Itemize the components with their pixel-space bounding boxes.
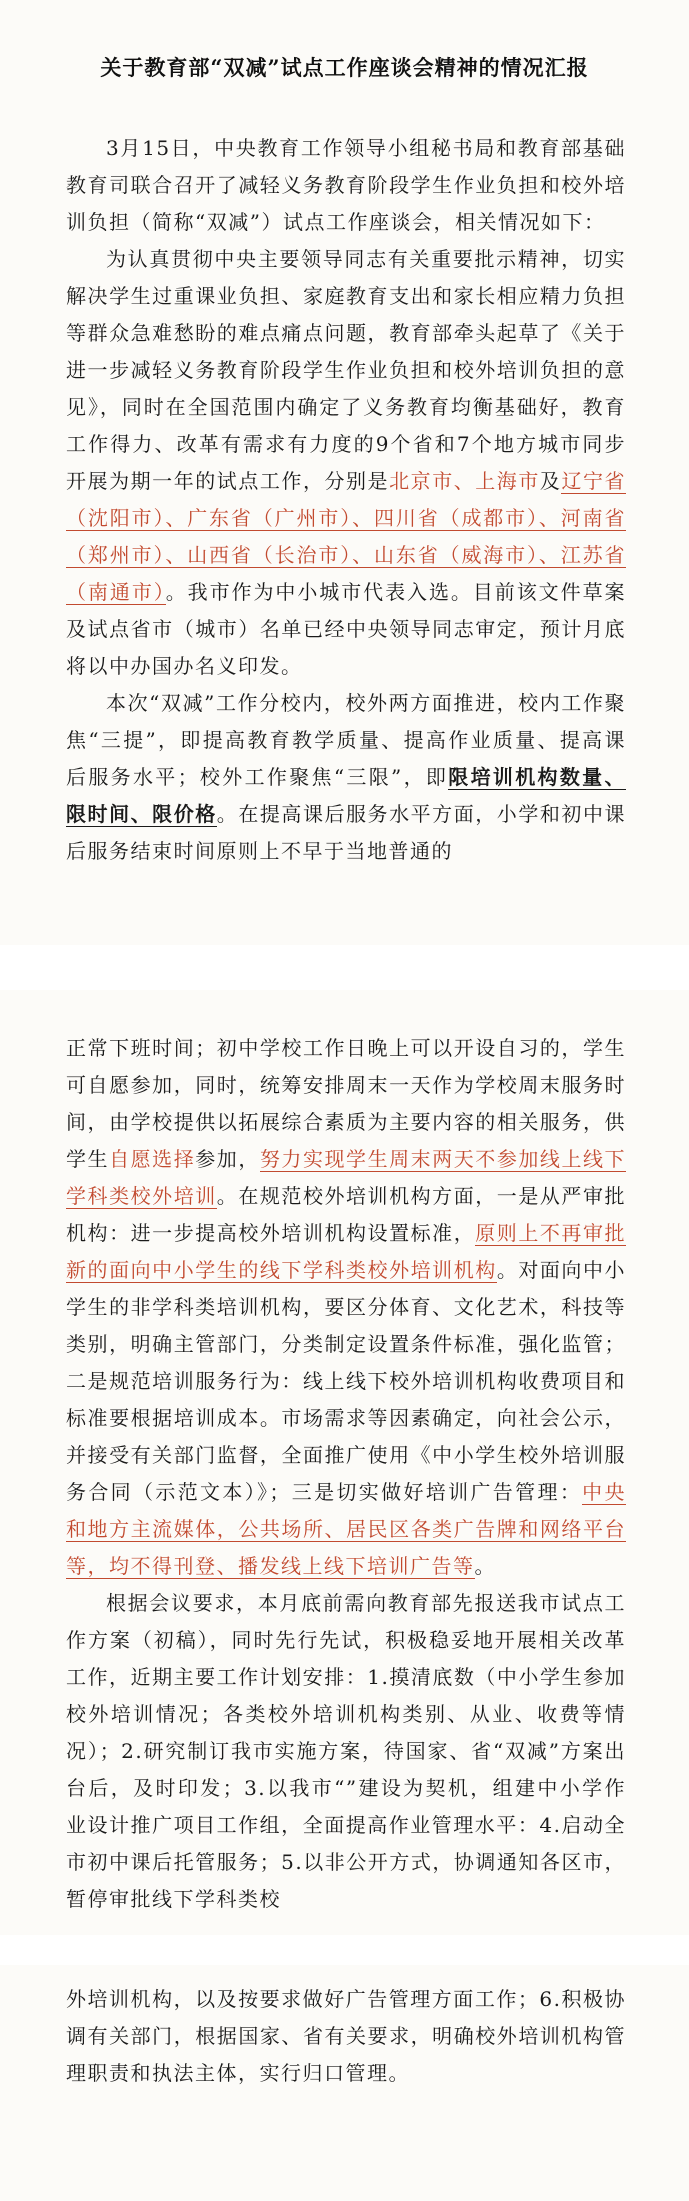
paragraph-background-text: 为认真贯彻中央主要领导同志有关重要批示精神，切实解决学生过重课业负担、家庭教育支出和家长相应精力负担等群众急难愁盼的难点痛点问题，教育部牵头起草了《关于进一步减轻义务教育阶段学生作业负担和校外培训负担的意见》，同时在全国范围内确定了义务教育均衡基础好，教育工作得力、改革有需求有力度的9个省和7个地方城市同步开展为期一年的试点工作，分别是 [66, 247, 626, 493]
measures-text-g: 。 [474, 1554, 496, 1578]
measures-text-e: 。在规范校外培训机构方面，一是从严审批机构：进一步提高校外培训机构设置标准， [66, 1184, 627, 1245]
paragraph-work-plan: 根据会议要求，本月底前需向教育部先报送我市试点工作方案（初稿），同时先行先试，积极稳妥地开展相关改革工作，近期主要工作计划安排：1.摸清底数（中小学生参加校外培训情况；各类校外培训机构类别、从业、收费等情况）；2.研究制订我市实施方案，待国家、省“双减”方案出台后，及时印发；3.以我市“”建设为契机，组建中小学作业设计推广项目工作组，全面提高作业管理水平：4.启动全市初中课后托管服务；5.以非公开方式，协调通知各区市，暂停审批线下学科类校 [66, 1591, 626, 1911]
page-2-body [66, 1030, 626, 1918]
paragraph-background [66, 241, 626, 685]
paragraph-intro: 3月15日，中央教育工作领导小组秘书局和教育部基础教育司联合召开了减轻义务教育阶段学生作业负担和校外培训负担（简称“双减”）试点工作座谈会，相关情况如下： [66, 136, 626, 234]
paragraph-background-tail: 。我市作为中小城市代表入选。目前该文件草案及试点省市（城市）名单已经中央领导同志审定，预计月底将以中办国办名义印发。 [66, 580, 627, 678]
paragraph-measures [66, 685, 626, 870]
conjunction-text: 及 [539, 469, 562, 493]
no-new-approval-highlight: 原则上不再审批新的面向中小学生的线下学科类校外培训机构 [66, 1221, 627, 1282]
three-limits-highlight: 限培训机构数量、限时间、限价格 [66, 765, 627, 826]
paragraph-work-plan-continued: 外培训机构，以及按要求做好广告管理方面工作；6.积极协调有关部门，根据国家、省有关要求，明确校外培训机构管理职责和执法主体，实行归口管理。 [66, 1987, 626, 2085]
paragraph-measures-continued [66, 1030, 626, 1585]
paragraph-measures-text: 本次“双减”工作分校内，校外两方面推进，校内工作聚焦“三提”，即提高教育教学质量、提高作业质量、提高课后服务水平；校外工作聚焦“三限”，即 [66, 691, 626, 789]
page-3-body [66, 1981, 626, 2092]
pilot-provinces-list: 辽宁省（沈阳市）、广东省（广州市）、四川省（成都市）、河南省（郑州市）、山西省（长治市）、山东省（威海市）、江苏省（南通市） [66, 469, 627, 604]
paragraph-measures-tail: 。在提高课后服务水平方面，小学和初中课后服务结束时间原则上不早于当地普通的 [66, 802, 627, 863]
measures-text-c: 正常下班时间；初中学校工作日晚上可以开设自习的，学生可自愿参加，同时，统筹安排周末一天作为学校周末服务时间，由学校提供以拓展综合素质为主要内容的相关服务，供学生 [66, 1036, 626, 1171]
document-page-1 [0, 0, 689, 945]
weekend-no-training-highlight: 努力实现学生周末两天不参加线上线下学科类校外培训 [66, 1147, 627, 1208]
measures-text-d: 参加， [195, 1147, 260, 1171]
voluntary-choice-highlight: 自愿选择 [109, 1147, 196, 1171]
page-1-body [66, 130, 626, 870]
pilot-cities-beijing-shanghai: 北京市、上海市 [389, 469, 540, 493]
document-page-3 [0, 1965, 689, 2201]
document-title: 关于教育部“双减”试点工作座谈会精神的情况汇报 [100, 55, 589, 80]
ad-ban-highlight: 中央和地方主流媒体，公共场所、居民区各类广告牌和网络平台等，均不得刊登、播发线上线下培训广告等 [66, 1480, 627, 1578]
measures-text-f: 。对面向中小学生的非学科类培训机构，要区分体育、文化艺术，科技等类别，明确主管部门，分类制定设置条件标准，强化监管；二是规范培训服务行为：线上线下校外培训机构收费项目和标准要根据培训成本。市场需求等因素确定，向社会公示，并接受有关部门监督，全面推广使用《中小学生校外培训服务合同（示范文本）》；三是切实做好培训广告管理： [66, 1258, 627, 1504]
document-page-2 [0, 990, 689, 1935]
